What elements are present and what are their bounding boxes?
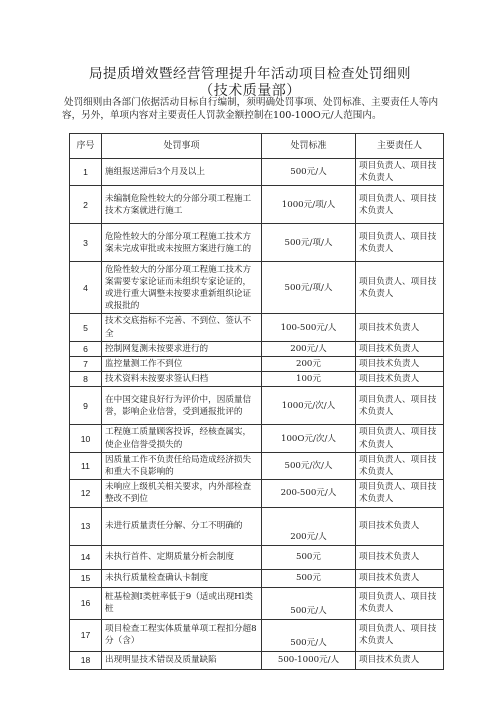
row-standard: 1000元/次/人 xyxy=(262,387,356,425)
row-standard: 500元/人 xyxy=(262,619,356,651)
row-number: 15 xyxy=(70,569,102,587)
row-standard: 500-1000元/人 xyxy=(262,651,356,669)
row-item: 未进行质量责任分解、分工不明确的 xyxy=(102,507,262,545)
row-item: 未执行质量检查确认卡制度 xyxy=(102,569,262,587)
row-item: 技术资料未按要求签认归档 xyxy=(102,372,262,387)
row-number: 5 xyxy=(70,314,102,341)
table-row xyxy=(70,480,444,507)
row-responsible: 项目技术负责人 xyxy=(356,545,444,569)
header-item: 处罚事项 xyxy=(102,134,262,159)
row-number: 6 xyxy=(70,341,102,356)
table-row xyxy=(70,651,444,669)
row-item: 控制网复测未按要求进行的 xyxy=(102,341,262,356)
row-standard: 500元/项/人 xyxy=(262,262,356,314)
row-number: 7 xyxy=(70,357,102,372)
penalty-table xyxy=(69,133,444,670)
row-responsible: 项目技术负责人 xyxy=(356,372,444,387)
row-item: 出现明显技术错误及质量缺陷 xyxy=(102,651,262,669)
row-standard: 100O元/次/人 xyxy=(262,425,356,452)
row-number: 13 xyxy=(70,507,102,545)
row-standard: 200-500元/人 xyxy=(262,480,356,507)
row-item: 技术交底指标不完善、不到位、签认不全 xyxy=(102,314,262,341)
row-item: 未响应上级机关相关要求，内外部检查整改不到位 xyxy=(102,480,262,507)
table-row xyxy=(70,341,444,356)
row-number: 2 xyxy=(70,186,102,224)
row-standard: 200元/人 xyxy=(262,507,356,545)
table-row xyxy=(70,159,444,186)
header-no: 序号 xyxy=(70,134,102,159)
row-responsible: 项目负责人、项目技术负责人 xyxy=(356,387,444,425)
table-row xyxy=(70,224,444,262)
row-responsible: 项目技术负责人 xyxy=(356,341,444,356)
row-responsible: 项目负责人、项目技术负责人 xyxy=(356,224,444,262)
table-header-row xyxy=(70,134,444,159)
row-responsible: 项目负责人、项目技术负责人 xyxy=(356,452,444,479)
header-responsible: 主要责任人 xyxy=(356,134,444,159)
row-responsible: 项目负责人、项目技术负责人 xyxy=(356,619,444,651)
row-number: 18 xyxy=(70,651,102,669)
table-row xyxy=(70,314,444,341)
row-responsible: 项目技术负责人 xyxy=(356,651,444,669)
row-standard: 200元 xyxy=(262,357,356,372)
row-number: 14 xyxy=(70,545,102,569)
row-number: 9 xyxy=(70,387,102,425)
row-responsible: 项目负责人、项目技术负责人 xyxy=(356,425,444,452)
row-item: 项目检查工程实体质量单项工程扣分超8分（含） xyxy=(102,619,262,651)
row-standard: 500元/人 xyxy=(262,159,356,186)
table-row xyxy=(70,507,444,545)
table-row xyxy=(70,569,444,587)
row-standard: 500元/次/人 xyxy=(262,452,356,479)
document-subtitle: （技术质量部） xyxy=(199,83,301,99)
document-title: 局提质增效暨经营管理提升年活动项目检查处罚细则 xyxy=(89,66,411,82)
row-number: 17 xyxy=(70,619,102,651)
row-responsible: 项目负责人、项目技术负责人 xyxy=(356,587,444,619)
row-responsible: 项目技术负责人 xyxy=(356,507,444,545)
row-item: 未执行首件、定期质量分析会制度 xyxy=(102,545,262,569)
table-row xyxy=(70,587,444,619)
row-number: 10 xyxy=(70,425,102,452)
row-standard: 500元 xyxy=(262,569,356,587)
row-responsible: 项目负责人、项目技术负责人 xyxy=(356,159,444,186)
row-number: 3 xyxy=(70,224,102,262)
row-number: 16 xyxy=(70,587,102,619)
table-row xyxy=(70,425,444,452)
table-row xyxy=(70,372,444,387)
row-number: 4 xyxy=(70,262,102,314)
row-responsible: 项目技术负责人 xyxy=(356,314,444,341)
row-standard: 200元/人 xyxy=(262,341,356,356)
table-row xyxy=(70,452,444,479)
row-standard: 100元 xyxy=(262,372,356,387)
table-row xyxy=(70,262,444,314)
row-standard: 500元 xyxy=(262,545,356,569)
header-standard: 处罚标准 xyxy=(262,134,356,159)
table-row xyxy=(70,357,444,372)
row-standard: 500元/人 xyxy=(262,587,356,619)
row-number: 12 xyxy=(70,480,102,507)
row-number: 11 xyxy=(70,452,102,479)
row-item: 桩基检测I类桩率低于9（适或出现Hl类桩 xyxy=(102,587,262,619)
intro-paragraph: 处罚细则由各部门依据活动目标自行编制，须明确处罚事项、处罚标准、主要责任人等内容，另外，单项内容对主要责任人罚款金额控制在100-100O元/人范围内。 xyxy=(62,97,439,121)
row-item: 在中国交建良好行为评价中，因质量信誉，影响企业信誉，受到通报批评的 xyxy=(102,387,262,425)
row-responsible: 项目负责人、项目技术负责人 xyxy=(356,186,444,224)
row-standard: 1000元/项/人 xyxy=(262,186,356,224)
row-number: 1 xyxy=(70,159,102,186)
row-item: 危险性较大的分部分项工程施工技术方案未完成审批或未按照方案进行施工的 xyxy=(102,224,262,262)
row-responsible: 项目技术负责人 xyxy=(356,569,444,587)
row-item: 危险性较大的分部分项工程施工技术方案需要专家论证而未组织专家论证的，或进行重大调整未按要求重新组织论证或报批的 xyxy=(102,262,262,314)
table-row xyxy=(70,387,444,425)
row-item: 工程施工质量顾客投诉，经核查属实，使企业信誉受损失的 xyxy=(102,425,262,452)
table-row xyxy=(70,186,444,224)
row-standard: 100-500元/人 xyxy=(262,314,356,341)
table-row xyxy=(70,619,444,651)
row-item: 因质量工作不负责任给局造成经济损失和重大不良影响的 xyxy=(102,452,262,479)
row-responsible: 项目技术负责人 xyxy=(356,357,444,372)
row-item: 施组报送滞后3个月及以上 xyxy=(102,159,262,186)
row-item: 监控量测工作不到位 xyxy=(102,357,262,372)
row-item: 未编制危险性较大的分部分项工程施工技术方案就进行施工 xyxy=(102,186,262,224)
row-number: 8 xyxy=(70,372,102,387)
table-row xyxy=(70,545,444,569)
row-standard: 500元/项/人 xyxy=(262,224,356,262)
row-responsible: 项目负责人、项目技术负责人 xyxy=(356,262,444,314)
row-responsible: 项目负责人、项目技术负责人 xyxy=(356,480,444,507)
